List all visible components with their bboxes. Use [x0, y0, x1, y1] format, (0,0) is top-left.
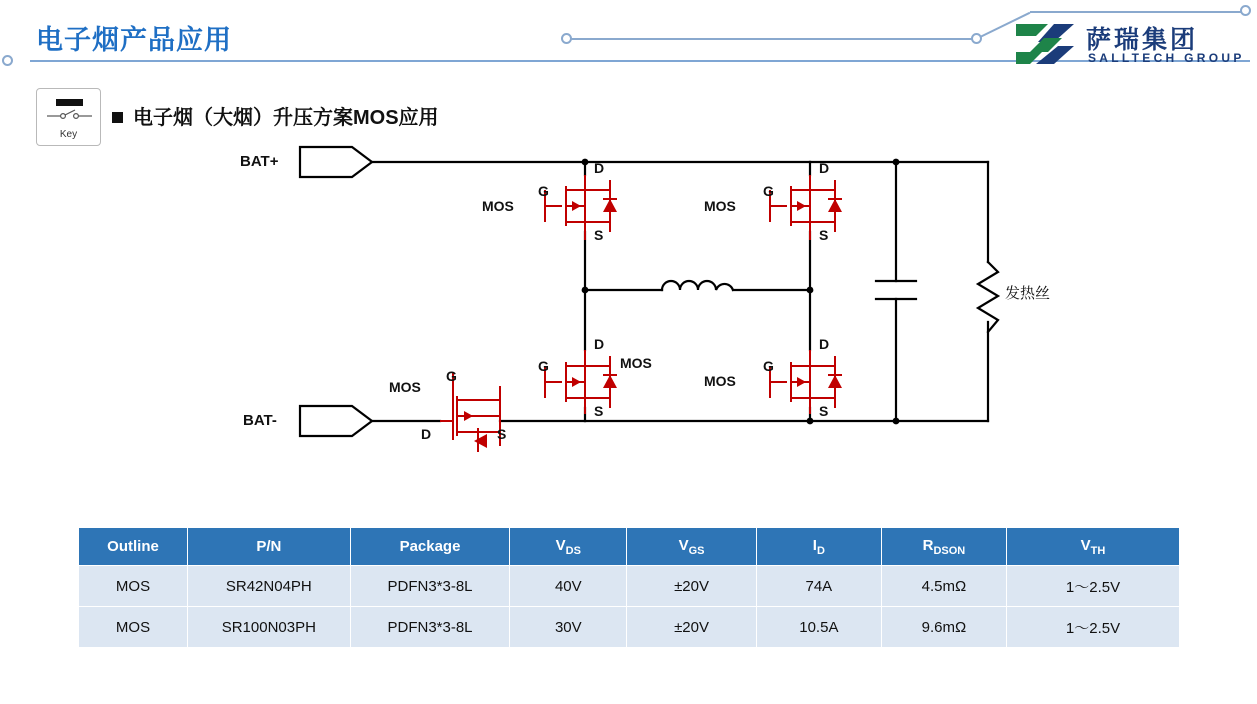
col-id: $I_D$: [756, 528, 881, 566]
pin-source-q1: S: [594, 227, 604, 243]
section-title-text: 电子烟（大烟）升压方案MOS应用: [133, 107, 439, 129]
pin-gate-q2: G: [763, 183, 774, 199]
cell-package: PDFN3*3-8L: [350, 566, 510, 607]
cell-outline: MOS: [79, 566, 188, 607]
col-outline: Outline: [79, 528, 188, 566]
logo-text-en: SALLTECH GROUP: [1088, 51, 1245, 65]
cell-vgs: ±20V: [627, 566, 757, 607]
pin-drain-q2: D: [819, 160, 830, 176]
spec-table: [78, 527, 1180, 648]
col-vgs: $V_{GS}$: [627, 528, 757, 566]
cell-rdson: 9.6mΩ: [881, 607, 1006, 648]
cell-vth: 1～2.5V: [1007, 566, 1180, 607]
cell-vds: 40V: [510, 566, 627, 607]
header-deco-line-1: [566, 38, 976, 40]
cell-vgs: ±20V: [627, 607, 757, 648]
company-logo: [1014, 20, 1246, 72]
mos-label-3: MOS: [620, 355, 652, 371]
cell-pn: SR100N03PH: [188, 607, 351, 648]
pin-drain-q5: D: [421, 426, 432, 442]
col-vth: $V_{TH}$: [1007, 528, 1180, 566]
header-deco-line-3: [1030, 11, 1245, 13]
mos-label-1: MOS: [482, 198, 514, 214]
section-title: [112, 101, 439, 130]
cell-outline: MOS: [79, 607, 188, 648]
col-package: Package: [350, 528, 510, 566]
header-deco-circle-middle: [561, 33, 572, 44]
terminal-label-bat-minus: BAT-: [243, 412, 277, 429]
pin-drain-q3: D: [594, 336, 605, 352]
logo-text-cn: 萨瑞集团: [1086, 26, 1199, 54]
cell-id: 74A: [756, 566, 881, 607]
cell-rdson: 4.5mΩ: [881, 566, 1006, 607]
col-vds: $V_{DS}$: [510, 528, 627, 566]
cell-package: PDFN3*3-8L: [350, 607, 510, 648]
pin-source-q3: S: [594, 403, 604, 419]
key-badge-label: Key: [59, 129, 78, 140]
pin-gate-q5: G: [446, 368, 457, 384]
pin-source-q5: S: [497, 426, 507, 442]
pin-drain-q1: D: [594, 160, 605, 176]
pin-gate-q3: G: [538, 358, 549, 374]
terminal-label-bat-plus: BAT+: [240, 153, 279, 170]
cell-pn: SR42N04PH: [188, 566, 351, 607]
table-row: [79, 566, 1180, 607]
bullet-icon: [112, 112, 123, 123]
logo-mark-icon: [1014, 22, 1076, 66]
mos-label-5: MOS: [389, 379, 421, 395]
header-deco-circle-far-right: [1240, 5, 1251, 16]
cell-vth: 1～2.5V: [1007, 607, 1180, 648]
key-badge: [36, 88, 101, 146]
cell-vds: 30V: [510, 607, 627, 648]
pin-source-q2: S: [819, 227, 829, 243]
pin-source-q4: S: [819, 403, 829, 419]
pin-drain-q4: D: [819, 336, 830, 352]
col-pn: P/N: [188, 528, 351, 566]
mos-label-2: MOS: [704, 198, 736, 214]
table-row: [79, 607, 1180, 648]
page-title: 电子烟产品应用: [36, 25, 232, 55]
header-deco-circle-left: [2, 55, 13, 66]
load-label-heating-wire: 发热丝: [1005, 285, 1051, 302]
table-header-row: [79, 528, 1180, 566]
pin-gate-q1: G: [538, 183, 549, 199]
header-deco-circle-right: [971, 33, 982, 44]
cell-id: 10.5A: [756, 607, 881, 648]
mos-label-4: MOS: [704, 373, 736, 389]
pin-gate-q4: G: [763, 358, 774, 374]
key-switch-icon: [45, 97, 94, 123]
col-rdson: $R_{DSON}$: [881, 528, 1006, 566]
